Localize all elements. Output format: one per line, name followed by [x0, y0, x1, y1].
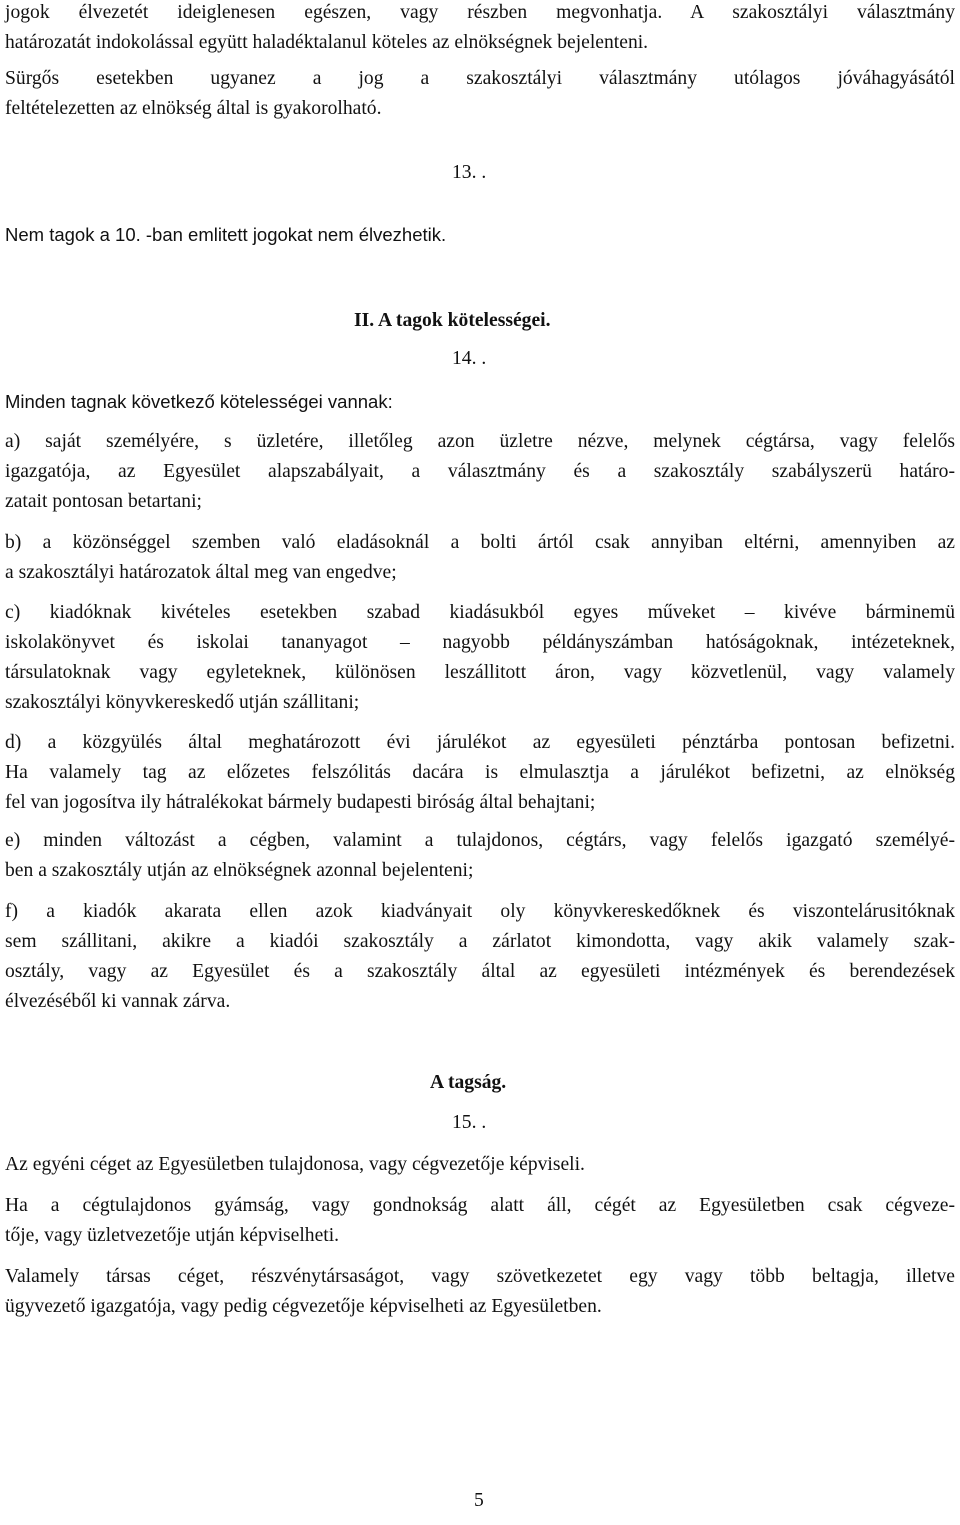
section-14-number: 14. .	[452, 348, 487, 369]
text-line: társulatoknak vagy egyleteknek, különösen leszállitott áron, vagy közvetlenül, vagy valamely	[5, 662, 955, 683]
text-line: iskolakönyvet és iskolai tananyagot – nagyobb példányszámban hatóságoknak, intézeteknek,	[5, 632, 955, 653]
duty-a	[5, 427, 955, 517]
duty-b	[5, 528, 955, 588]
text-line: sem szállitani, akikre a kiadói szakosztály a zárlatot kimondotta, vagy akik valamely szak-	[5, 931, 955, 952]
text-line: e) minden változást a cégben, valamint a tulajdonos, cégtárs, vagy felelős igazgató személyé-	[5, 830, 955, 851]
text-line: Sürgős esetekben ugyanez a jog a szakosztályi választmány utólagos jóváhagyásától	[5, 68, 955, 89]
text-line: ben a szakosztály utján az elnökségnek azonnal bejelenteni;	[5, 860, 474, 881]
text-line: Ha a cégtulajdonos gyámság, vagy gondnokság alatt áll, cégét az Egyesületben csak cégveze-	[5, 1195, 955, 1216]
text-line: a) saját személyére, s üzletére, illetőleg azon üzletre nézve, melynek cégtársa, vagy felelős	[5, 431, 955, 452]
text-line: Ha valamely tag az előzetes felszólitás dacára is elmulasztja a járulékot befizetni, az elnökség	[5, 762, 955, 783]
membership-paragraph-1: Az egyéni céget az Egyesületben tulajdonosa, vagy cégvezetője képviseli.	[5, 1154, 585, 1175]
duty-e	[5, 826, 955, 886]
text-line: f) a kiadók akarata ellen azok kiadványait oly könyvkereskedőknek és viszontelárusitóknak	[5, 901, 955, 922]
text-line: zatait pontosan betartani;	[5, 491, 202, 512]
duty-d	[5, 728, 955, 818]
text-line: szakosztályi könyvkereskedő utján szállitani;	[5, 692, 360, 713]
text-line: c) kiadóknak kivételes esetekben szabad kiadásukból egyes műveket – kivéve bárminemü	[5, 602, 955, 623]
text-line: a szakosztályi határozatok által meg van engedve;	[5, 562, 397, 583]
text-line: b) a közönséggel szemben való eladásoknál a bolti ártól csak annyiban eltérni, amennyiben az	[5, 532, 955, 553]
text-line: fel van jogosítva ily hátralékokat bármely budapesti biróság által behajtani;	[5, 792, 596, 813]
text-line: jogok élvezetét ideiglenesen egészen, vagy részben megvonhatja. A szakosztályi választmány	[5, 2, 955, 23]
duty-f	[5, 897, 955, 1017]
membership-heading: A tagság.	[430, 1072, 507, 1093]
section-13-text: Nem tagok a 10. -ban emlitett jogokat nem élvezhetik.	[5, 224, 447, 245]
page-number: 5	[474, 1490, 484, 1511]
urgent-cases-paragraph	[5, 64, 955, 124]
text-line: Valamely társas céget, részvénytársaságot, vagy szövetkezetet egy vagy több beltagja, illetve	[5, 1266, 955, 1287]
membership-paragraph-2	[5, 1191, 955, 1251]
text-line: feltételezetten az elnökség által is gyakorolható.	[5, 98, 382, 119]
text-line: d) a közgyülés által meghatározott évi járulékot az egyesületi pénztárba pontosan befizetni.	[5, 732, 955, 753]
duty-c	[5, 598, 955, 718]
text-line: ügyvezető igazgatója, vagy pedig cégvezetője képviselheti az Egyesületben.	[5, 1296, 602, 1317]
text-line: élvezéséből ki vannak zárva.	[5, 991, 231, 1012]
section-15-number: 15. .	[452, 1112, 487, 1133]
text-line: igazgatója, az Egyesület alapszabályait, a választmány és a szakosztály szabályszerü határo-	[5, 461, 955, 482]
intro-paragraph	[5, 0, 955, 58]
text-line: tője, vagy üzletvezetője utján képviselheti.	[5, 1225, 340, 1246]
text-line: osztály, vagy az Egyesület és a szakosztály által az egyesületi intézmények és berendezések	[5, 961, 955, 982]
text-line: határozatát indokolással együtt haladéktalanul köteles az elnökségnek bejelenteni.	[5, 32, 649, 53]
section-13-number: 13. .	[452, 162, 487, 183]
membership-paragraph-3	[5, 1262, 955, 1322]
chapter-heading: II. A tagok kötelességei.	[354, 310, 551, 331]
duties-intro: Minden tagnak következő kötelességei vannak:	[5, 391, 393, 412]
